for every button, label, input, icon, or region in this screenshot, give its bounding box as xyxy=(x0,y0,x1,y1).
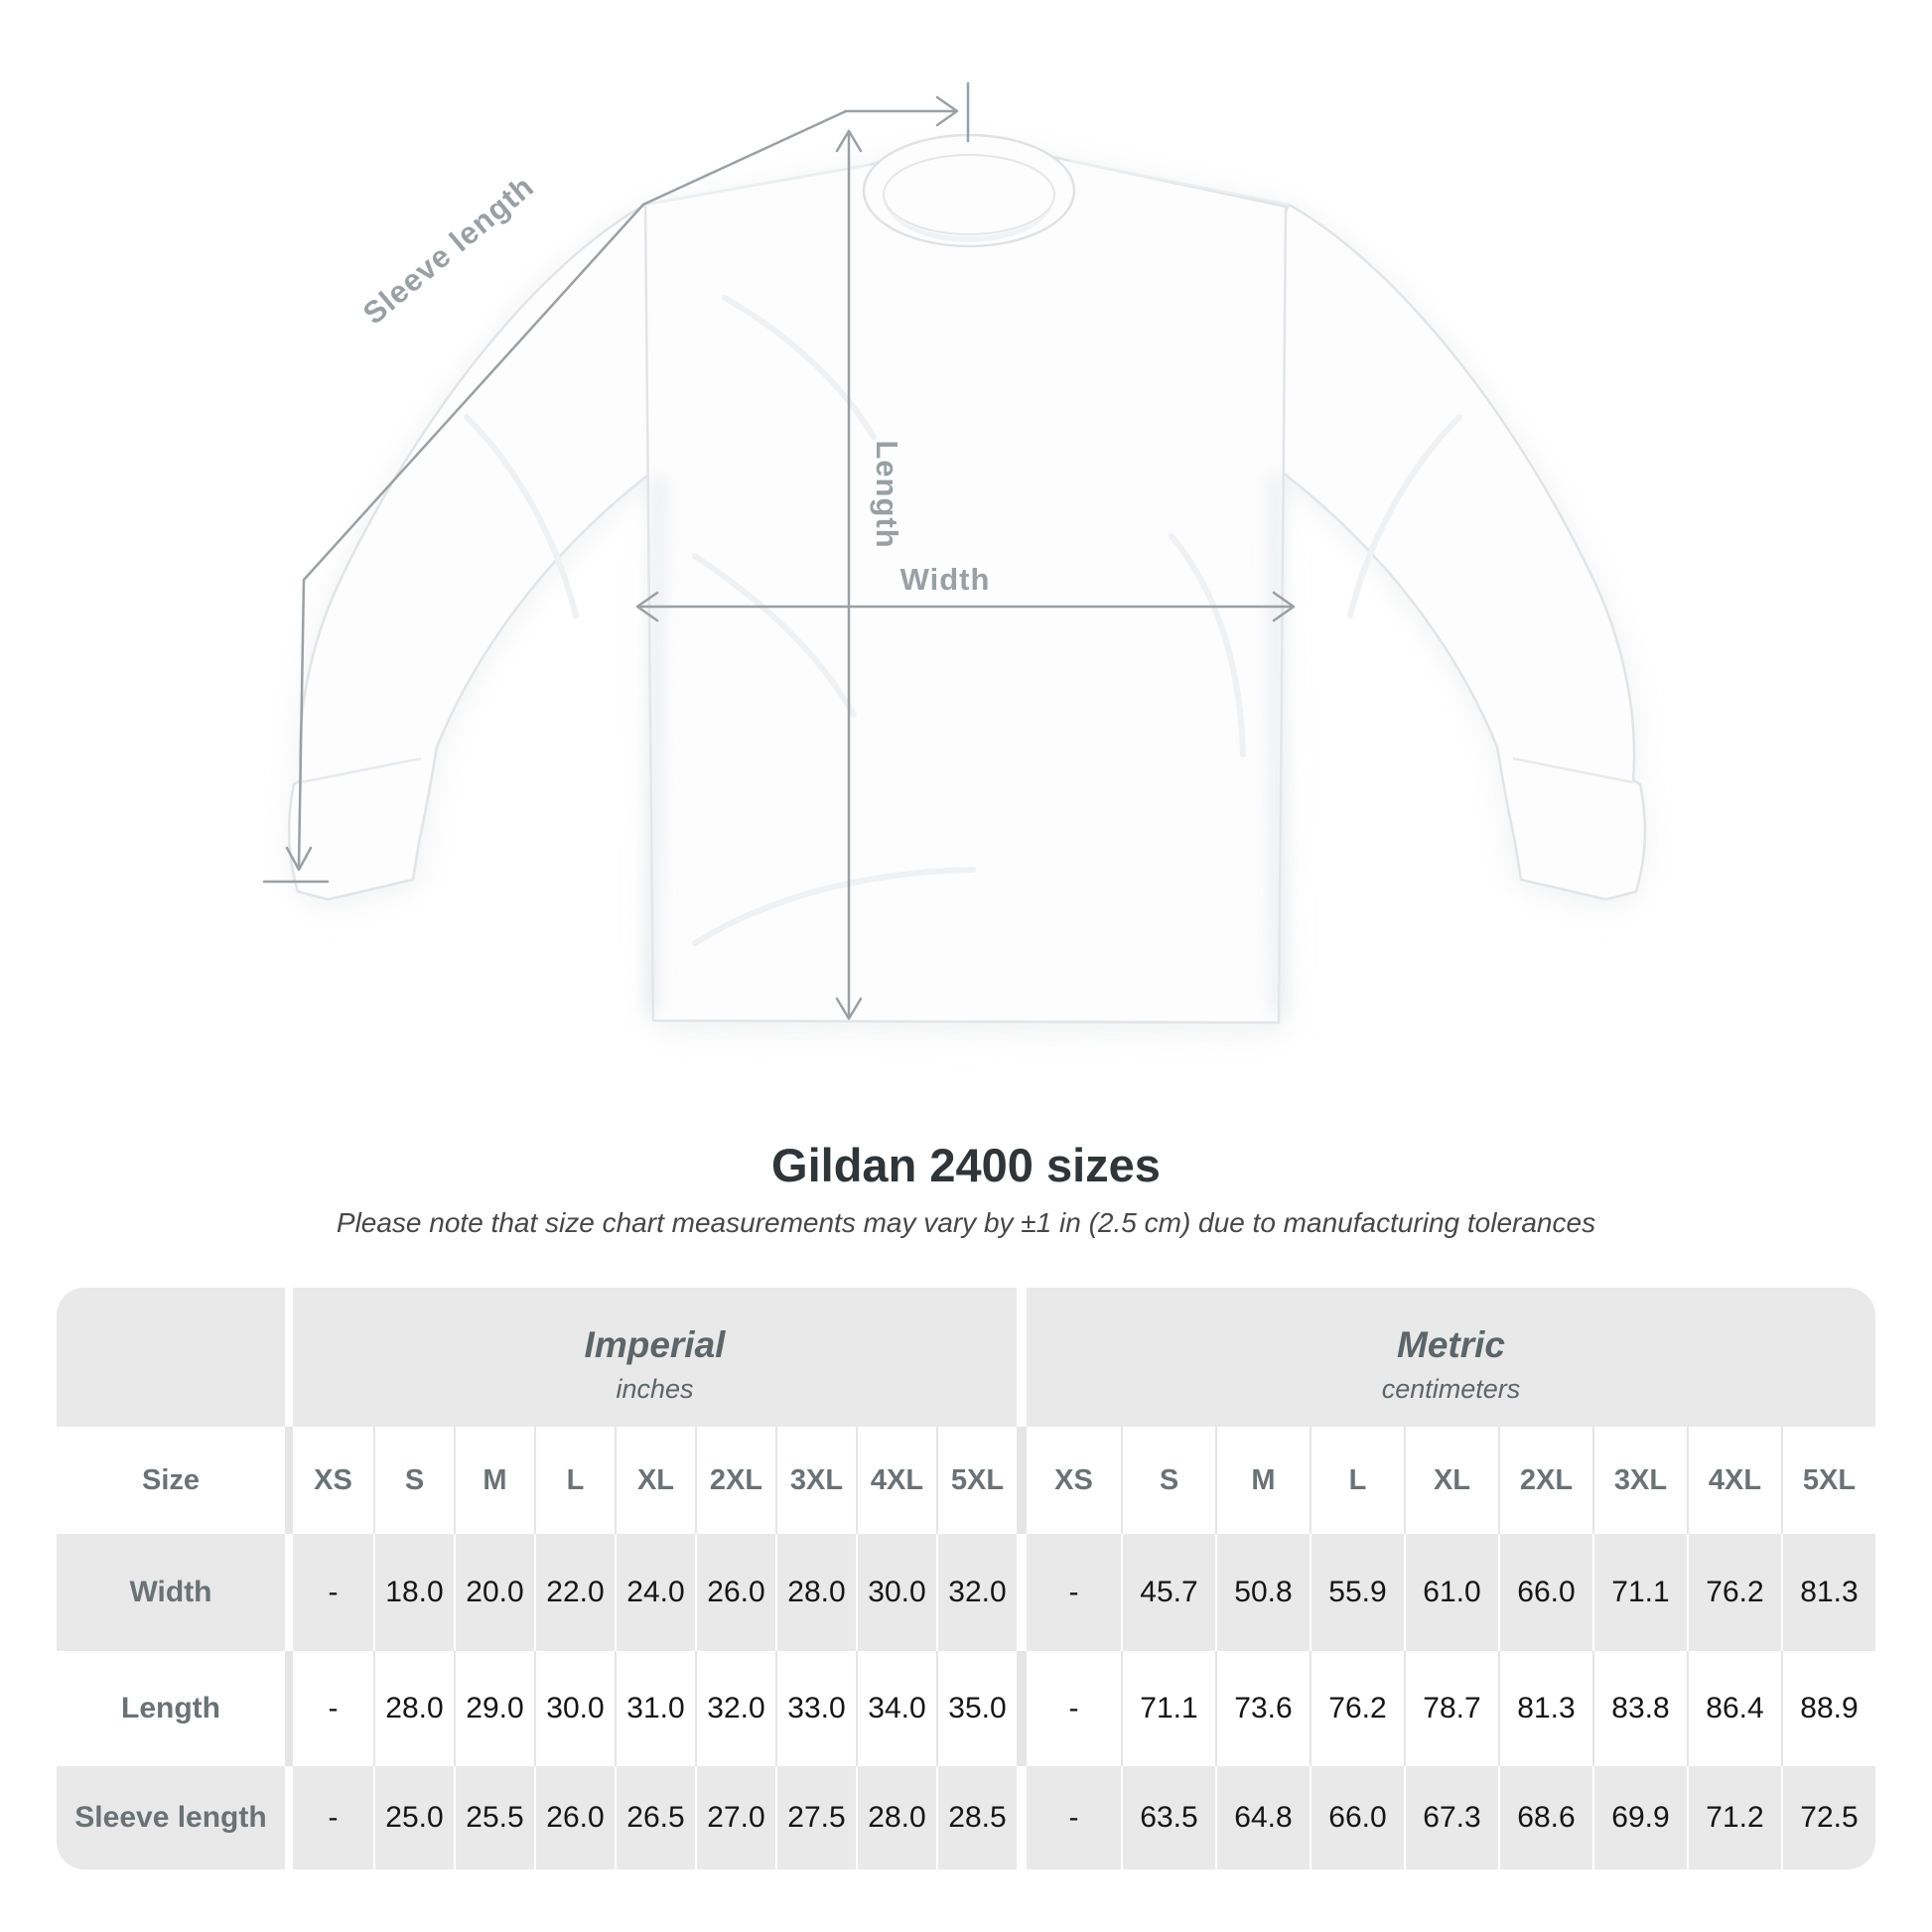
col-header-met-s: S xyxy=(1121,1427,1215,1534)
cell: 31.0 xyxy=(615,1651,695,1766)
cell: 71.1 xyxy=(1121,1651,1215,1766)
sleeve-length-label: Sleeve length xyxy=(355,168,541,332)
cell: 25.5 xyxy=(454,1766,534,1869)
col-header-imp-2xl: 2XL xyxy=(695,1427,775,1534)
page-title: Gildan 2400 sizes xyxy=(771,1139,1161,1191)
cell: 28.0 xyxy=(856,1766,936,1869)
cell: - xyxy=(285,1766,373,1869)
cell: 72.5 xyxy=(1781,1766,1875,1869)
left-sleeve xyxy=(289,205,659,899)
imperial-group-header xyxy=(285,1288,1017,1427)
cell: 64.8 xyxy=(1215,1766,1310,1869)
imperial-group-unit: inches xyxy=(616,1373,694,1404)
cell: 63.5 xyxy=(1121,1766,1215,1869)
col-header-imp-5xl: 5XL xyxy=(936,1427,1017,1534)
col-header-imp-m: M xyxy=(454,1427,534,1534)
column-header-row xyxy=(57,1427,1875,1534)
size-column-header: Size xyxy=(57,1427,285,1534)
cell: 86.4 xyxy=(1687,1651,1781,1766)
cell: 66.0 xyxy=(1310,1766,1404,1869)
col-header-met-xl: XL xyxy=(1404,1427,1498,1534)
cell: 32.0 xyxy=(936,1534,1017,1651)
cell: 81.3 xyxy=(1781,1534,1875,1651)
cell: 50.8 xyxy=(1215,1534,1310,1651)
cell: 71.1 xyxy=(1592,1534,1687,1651)
cell: 30.0 xyxy=(534,1651,615,1766)
cell: 26.0 xyxy=(534,1766,615,1869)
cell: 28.0 xyxy=(373,1651,454,1766)
cell: 73.6 xyxy=(1215,1651,1310,1766)
col-header-met-5xl: 5XL xyxy=(1781,1427,1875,1534)
width-label: Width xyxy=(899,562,991,597)
cell: 29.0 xyxy=(454,1651,534,1766)
cell: 66.0 xyxy=(1498,1534,1592,1651)
col-header-met-4xl: 4XL xyxy=(1687,1427,1781,1534)
cell: - xyxy=(1017,1534,1121,1651)
imperial-group-name: Imperial xyxy=(584,1323,726,1365)
metric-group-header xyxy=(1017,1288,1875,1427)
cell: 78.7 xyxy=(1404,1651,1498,1766)
col-header-met-2xl: 2XL xyxy=(1498,1427,1592,1534)
cell: 88.9 xyxy=(1781,1651,1875,1766)
cell: - xyxy=(285,1534,373,1651)
col-header-imp-4xl: 4XL xyxy=(856,1427,936,1534)
cell: 76.2 xyxy=(1310,1651,1404,1766)
cell: 71.2 xyxy=(1687,1766,1781,1869)
cell: 33.0 xyxy=(775,1651,856,1766)
cell: 67.3 xyxy=(1404,1766,1498,1869)
cell: 25.0 xyxy=(373,1766,454,1869)
col-header-imp-3xl: 3XL xyxy=(775,1427,856,1534)
col-header-imp-l: L xyxy=(534,1427,615,1534)
cell: 76.2 xyxy=(1687,1534,1781,1651)
row-label: Width xyxy=(57,1534,285,1651)
cell: 34.0 xyxy=(856,1651,936,1766)
cell: 83.8 xyxy=(1592,1651,1687,1766)
cell: 28.5 xyxy=(936,1766,1017,1869)
row-label: Sleeve length xyxy=(57,1766,285,1869)
collar xyxy=(864,135,1074,246)
cell: 45.7 xyxy=(1121,1534,1215,1651)
cell: 22.0 xyxy=(534,1534,615,1651)
col-header-imp-xl: XL xyxy=(615,1427,695,1534)
cell: 26.0 xyxy=(695,1534,775,1651)
group-spacer xyxy=(57,1288,285,1427)
cell: 30.0 xyxy=(856,1534,936,1651)
cell: 69.9 xyxy=(1592,1766,1687,1869)
size-table xyxy=(57,1288,1875,1869)
cell: - xyxy=(1017,1651,1121,1766)
cell: 35.0 xyxy=(936,1651,1017,1766)
table-row-width xyxy=(57,1534,1875,1651)
col-header-met-3xl: 3XL xyxy=(1592,1427,1687,1534)
col-header-met-xs: XS xyxy=(1017,1427,1121,1534)
page-subtitle: Please note that size chart measurements may vary by ±1 in (2.5 cm) due to manufacturing tolerances xyxy=(336,1207,1596,1238)
cell: - xyxy=(1017,1766,1121,1869)
cell: - xyxy=(285,1651,373,1766)
metric-group-unit: centimeters xyxy=(1381,1373,1521,1404)
col-header-met-l: L xyxy=(1310,1427,1404,1534)
row-label: Length xyxy=(57,1651,285,1766)
col-header-met-m: M xyxy=(1215,1427,1310,1534)
length-label: Length xyxy=(870,440,904,549)
cell: 32.0 xyxy=(695,1651,775,1766)
cell: 61.0 xyxy=(1404,1534,1498,1651)
cell: 20.0 xyxy=(454,1534,534,1651)
cell: 26.5 xyxy=(615,1766,695,1869)
cell: 55.9 xyxy=(1310,1534,1404,1651)
cell: 18.0 xyxy=(373,1534,454,1651)
cell: 27.5 xyxy=(775,1766,856,1869)
cell: 68.6 xyxy=(1498,1766,1592,1869)
cell: 24.0 xyxy=(615,1534,695,1651)
cell: 27.0 xyxy=(695,1766,775,1869)
right-sleeve xyxy=(1275,205,1645,899)
col-header-imp-s: S xyxy=(373,1427,454,1534)
table-row-sleeve-length xyxy=(57,1766,1875,1869)
group-header-row xyxy=(57,1288,1875,1427)
col-header-imp-xs: XS xyxy=(285,1427,373,1534)
metric-group-name: Metric xyxy=(1397,1323,1505,1365)
cell: 81.3 xyxy=(1498,1651,1592,1766)
table-row-length xyxy=(57,1651,1875,1766)
cell: 28.0 xyxy=(775,1534,856,1651)
